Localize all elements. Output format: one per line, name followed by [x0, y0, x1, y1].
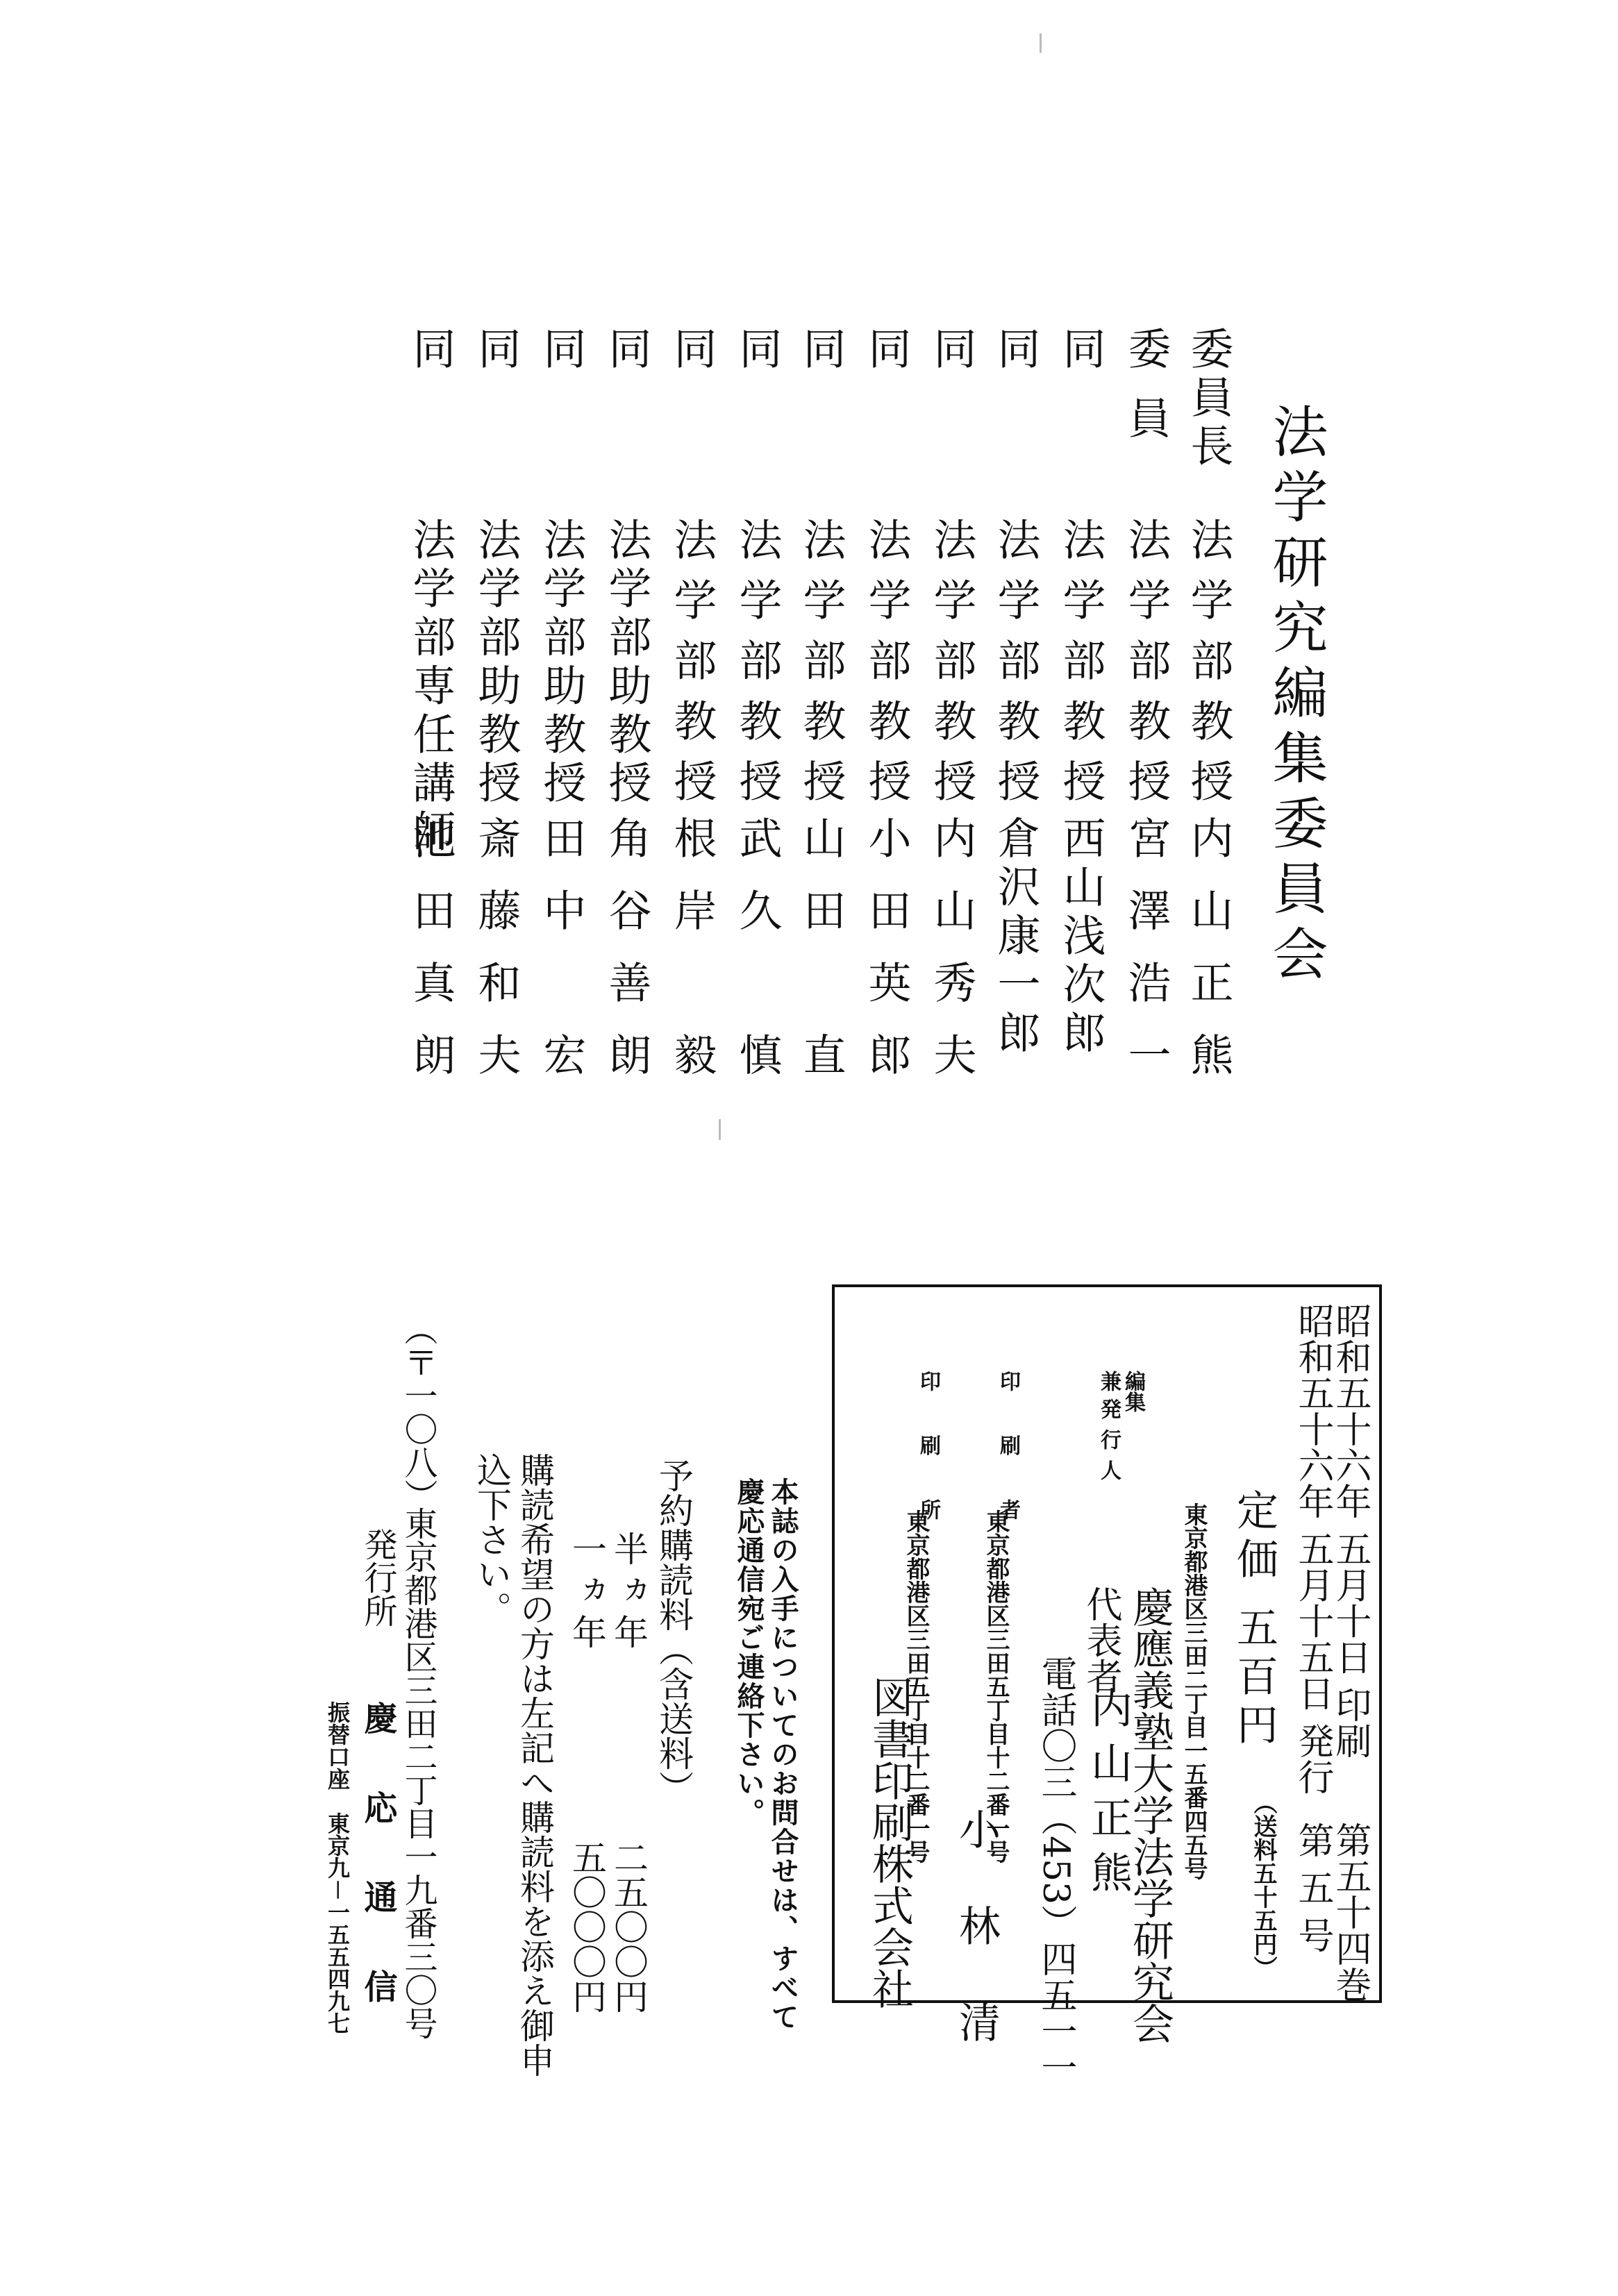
press-name: 図書印刷株式会社: [865, 1676, 914, 2009]
committee-member: [465, 326, 527, 1105]
publisher-name: 慶 応 通 信: [358, 1701, 397, 2025]
member-name: 斎藤和夫: [471, 816, 522, 1105]
one-year-price: 五〇〇〇円: [567, 1840, 607, 2013]
committee-member: [855, 326, 917, 1105]
printer-name: 小 林 清: [952, 1808, 1001, 2064]
member-name: 内山正熊: [1183, 816, 1234, 1105]
member-position: 法学部教授: [990, 517, 1041, 819]
member-role: 同: [926, 326, 977, 375]
member-position: 法学部教授: [667, 517, 717, 819]
member-position: 法学部教授: [732, 517, 783, 819]
member-name: 小田英郎: [861, 816, 912, 1105]
member-position: 法学部教授: [796, 517, 846, 819]
committee-member: [1115, 326, 1177, 1105]
phone: 電話〇三（453）四五一一: [1035, 1655, 1076, 2086]
committee-member: [660, 326, 723, 1105]
committee-member: [1177, 326, 1240, 1105]
editor-address: 東京都港区三田二丁目一五番四五号: [1180, 1502, 1208, 1880]
member-position: 法学部助教授: [536, 517, 587, 809]
member-position: 法学部教授: [1183, 517, 1234, 819]
member-role: 同: [406, 326, 456, 375]
member-name: 内山秀夫: [926, 816, 977, 1105]
member-name: 倉沢康一郎: [990, 816, 1041, 1059]
member-name: 西山浅次郎: [1056, 816, 1106, 1059]
subscription-title: 予約購読料（含送料）: [653, 1458, 694, 1805]
committee-member: [1049, 326, 1112, 1076]
member-role: 同: [601, 326, 652, 375]
subscription-note2: 込下さい。: [472, 1452, 512, 1626]
committee-member: [595, 326, 658, 1105]
editor-label-a: 編集: [1121, 1371, 1145, 1412]
volume: 第五十四巻: [1329, 1822, 1371, 2002]
member-position: 法学部教授: [861, 517, 912, 819]
scan-mark: [1040, 33, 1042, 53]
press-label: 印 刷 所: [916, 1371, 940, 1538]
member-name: 宮澤浩一: [1121, 816, 1171, 1105]
colophon-box: [832, 1284, 1382, 2086]
member-position: 法学部専任講師: [406, 517, 456, 857]
postage: （送料五十五円）: [1249, 1791, 1277, 1979]
scan-mark: [719, 1119, 721, 1140]
printer-label: 印 刷 者: [996, 1371, 1020, 1538]
issue-date: 昭和五十六年 五月十五日 発行: [1292, 1302, 1333, 1795]
printer-address: 東京都港区三田五丁目十二番一号: [982, 1509, 1010, 1863]
editor-label-b: 兼: [1096, 1371, 1121, 1391]
member-position: 法学部助教授: [601, 517, 652, 809]
press-address: 東京都港区三田五丁目十二番一号: [902, 1509, 930, 1863]
publisher-address: 東京都港区三田二丁目一九番三〇号: [399, 1507, 437, 2040]
price: 定価 五百円: [1230, 1489, 1278, 1752]
committee-member: [399, 326, 462, 1105]
publisher-account: 振替口座 東京九－一五五四九七: [324, 1701, 351, 2035]
publisher-postal: （〒一〇八）: [399, 1312, 437, 1512]
committee-member: [920, 326, 983, 1105]
issue-number: 第 五 号: [1292, 1822, 1333, 1954]
editor-label-c: 発行人: [1096, 1398, 1121, 1490]
member-name: 池田真朗: [406, 816, 456, 1105]
member-role: 同: [536, 326, 587, 375]
member-name: 田中 宏: [536, 816, 587, 1105]
member-role: 同: [471, 326, 522, 375]
member-role: 委員長: [1183, 326, 1234, 472]
member-role: 同: [861, 326, 912, 375]
notice-line2: 慶応通信宛ご連絡下さい。: [733, 1477, 765, 1827]
member-position: 法学部教授: [926, 517, 977, 819]
member-role: 同: [1056, 326, 1106, 375]
member-role: 同: [796, 326, 846, 375]
member-role: 同: [990, 326, 1041, 375]
print-date: 昭和五十六年 五月十日 印刷: [1329, 1302, 1371, 1759]
member-position: 法学部教授: [1121, 517, 1171, 819]
member-position: 法学部助教授: [471, 517, 522, 809]
half-year-price: 二五〇〇円: [608, 1840, 649, 2013]
publisher-label: 発行所: [358, 1527, 397, 1627]
member-position: 法学部教授: [1056, 517, 1106, 819]
one-year-label: 一ヵ年: [567, 1531, 607, 1656]
committee-member: [790, 326, 852, 1105]
committee-title: 法学研究編集委員会: [1263, 403, 1328, 990]
editor-org: 慶應義塾大学法学研究会: [1126, 1586, 1174, 2044]
member-name: 山田 直: [796, 816, 846, 1105]
editor-rep-label: 代表者: [1080, 1586, 1121, 1694]
committee-member: [984, 326, 1046, 1076]
member-name: 角谷善朗: [601, 816, 652, 1105]
member-name: 武久 慎: [732, 816, 783, 1105]
member-role: 委員: [1121, 326, 1171, 465]
subscription-note1: 購読希望の方は左記へ購読料を添え御申: [515, 1452, 555, 2077]
half-year-label: 半ヵ年: [608, 1531, 649, 1656]
committee-member: [726, 326, 788, 1105]
committee-member: [530, 326, 592, 1105]
notice-line1: 本誌の入手についてのお問合せは、すべて: [767, 1477, 799, 2031]
member-role: 同: [732, 326, 783, 375]
editor-rep-name: 内 山 正 熊: [1084, 1686, 1133, 1893]
member-name: 根岸 毅: [667, 816, 717, 1105]
member-role: 同: [667, 326, 717, 375]
